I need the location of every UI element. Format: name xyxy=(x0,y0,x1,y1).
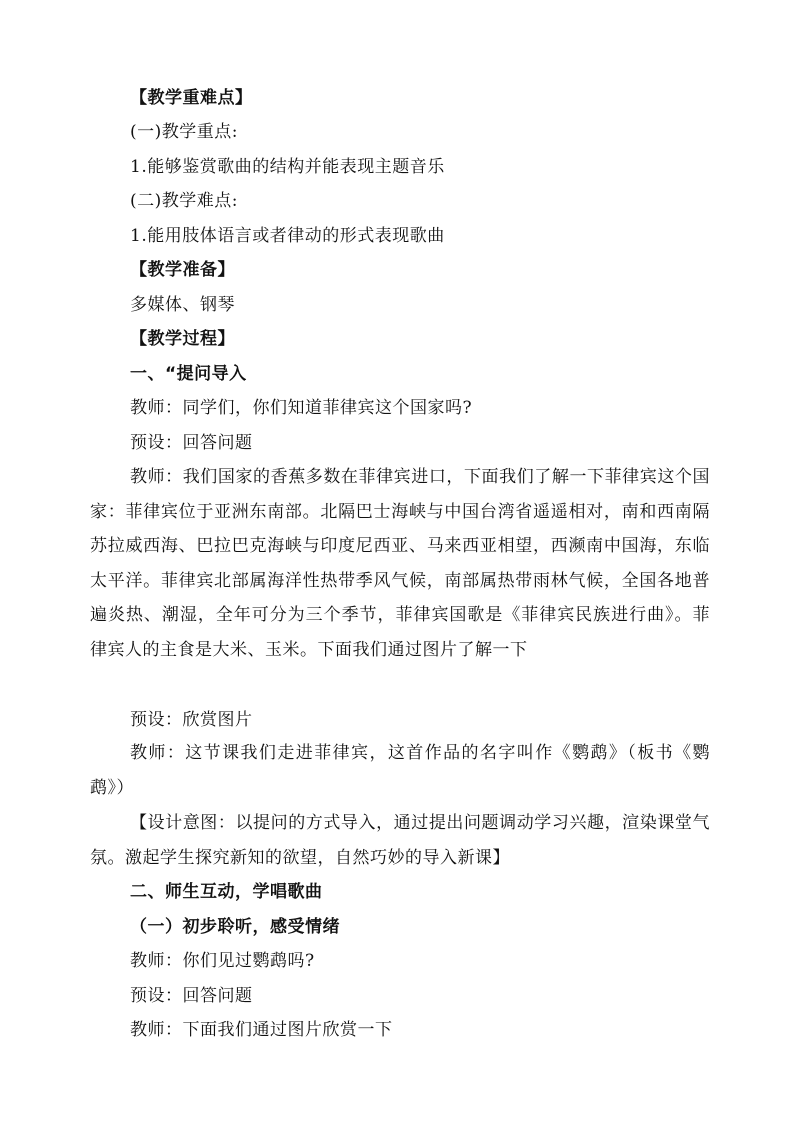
step-heading-interaction: 二、师生互动，学唱歌曲 xyxy=(130,882,323,902)
list-item: 1.能够鉴赏歌曲的结构并能表现主题音乐 xyxy=(130,157,445,177)
paragraph-design-intent: 【设计意图：以提问的方式导入，通过提出问题调动学习兴趣，渲染课堂气氛。激起学生探究新知的欲望，自然巧妙的导入新课】 xyxy=(90,813,710,868)
step-heading-intro: 一、“提问导入 xyxy=(130,364,247,384)
paragraph-parrot-intro: 教师：这节课我们走进菲律宾，这首作品的名字叫作《鹦鹉》（板书《鹦鹉》） xyxy=(90,743,710,798)
list-item: 1.能用肢体语言或者律动的形式表现歌曲 xyxy=(130,226,445,246)
text-line: 预设：欣赏图片 xyxy=(130,710,253,730)
subheading-key-points: (一)教学重点: xyxy=(130,122,238,142)
paragraph-philippines: 教师：我们国家的香蕉多数在菲律宾进口，下面我们了解一下菲律宾这个国家：菲律宾位于亚洲东南部。北隔巴士海峡与中国台湾省遥遥相对，南和西南隔苏拉威西海、巴拉巴克海峡与印度尼西亚、马来西亚相望，西濒南中国海，东临太平洋。菲律宾北部属海洋性热带季风气候，南部属热带雨林气候，全国各地普遍炎热、潮湿，全年可分为三个季节，菲律宾国歌是《菲律宾民族进行曲》。菲律宾人的主食是大米、玉米。下面我们通过图片了解一下 xyxy=(90,467,710,660)
section-heading-preparation: 【教学准备】 xyxy=(130,260,235,280)
text-line: 预设：回答问题 xyxy=(130,433,253,453)
text-line: 多媒体、钢琴 xyxy=(130,295,235,315)
section-heading-process: 【教学过程】 xyxy=(130,329,235,349)
text-line: 教师：同学们，你们知道菲律宾这个国家吗? xyxy=(130,398,473,418)
text-line: 教师：下面我们通过图片欣赏一下 xyxy=(130,1020,393,1040)
sub-step-heading: （一）初步聆听，感受情绪 xyxy=(130,917,340,937)
text-line: 预设：回答问题 xyxy=(130,986,253,1006)
text-line: 教师：你们见过鹦鹉吗? xyxy=(130,951,315,971)
subheading-difficult-points: (二)教学难点: xyxy=(130,191,238,211)
section-heading-difficulties: 【教学重难点】 xyxy=(130,88,253,108)
